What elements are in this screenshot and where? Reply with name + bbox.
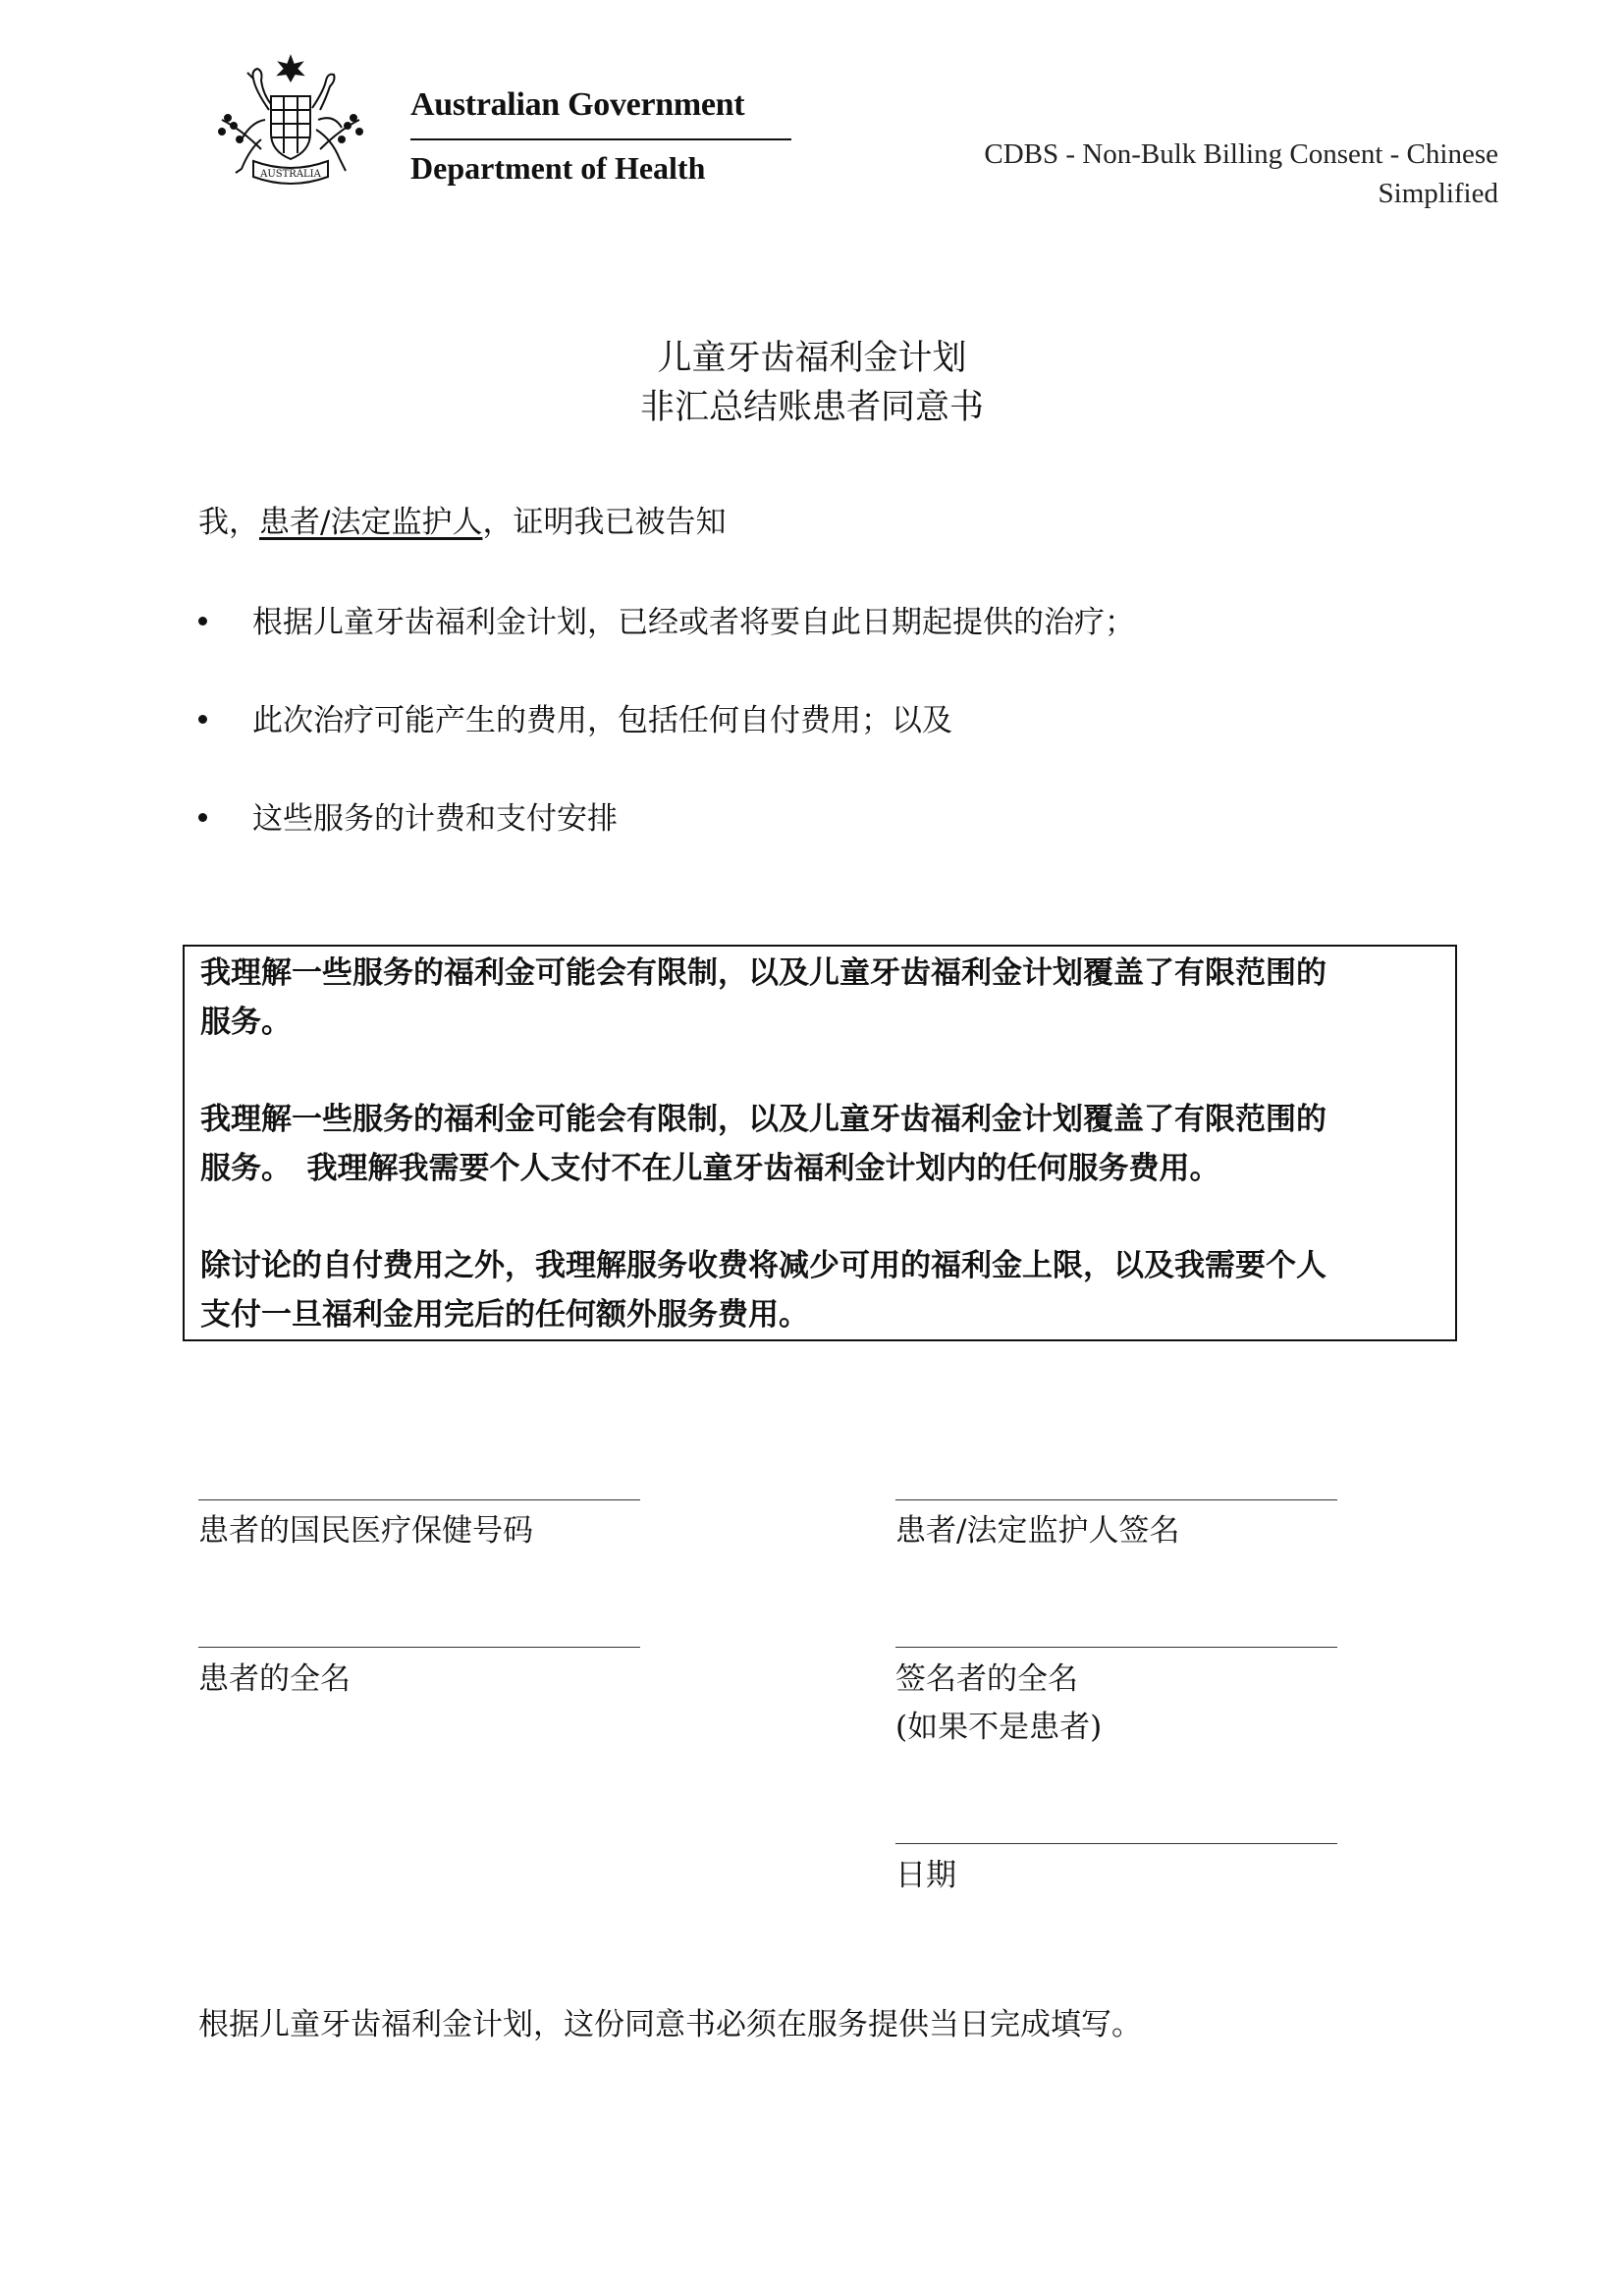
list-item-text: 此次治疗可能产生的费用，包括任何自付费用；以及 bbox=[252, 703, 952, 738]
paragraph-line: 服务。 我理解我需要个人支付不在儿童牙齿福利金计划内的任何服务费用。 bbox=[200, 1151, 1220, 1186]
date-label: 日期 bbox=[895, 1858, 956, 1893]
bullet-icon bbox=[198, 813, 207, 822]
coat-of-arms-icon bbox=[192, 51, 389, 198]
acknowledgement-paragraph-3 bbox=[200, 1241, 1437, 1339]
date-line[interactable] bbox=[895, 1843, 1337, 1844]
title-line-2: 非汇总结账患者同意书 bbox=[639, 388, 984, 427]
list-item-text: 这些服务的计费和支付安排 bbox=[252, 801, 618, 837]
medicare-number-label: 患者的国民医疗保健号码 bbox=[198, 1513, 533, 1549]
list-item bbox=[198, 797, 618, 841]
form-code-line-2: Simplified bbox=[1378, 178, 1498, 209]
crest-scroll-text: AUSTRALIA bbox=[260, 169, 321, 180]
intro-prefix: 我， bbox=[198, 505, 259, 540]
department-name: Department of Health bbox=[410, 150, 706, 186]
paragraph-line: 我理解一些服务的福利金可能会有限制，以及儿童牙齿福利金计划覆盖了有限范围的 bbox=[200, 955, 1326, 991]
page-title bbox=[0, 334, 1624, 432]
footer-note: 根据儿童牙齿福利金计划，这份同意书必须在服务提供当日完成填写。 bbox=[198, 2007, 1142, 2042]
bullet-icon bbox=[198, 617, 207, 626]
intro-role: 患者/法定监护人 bbox=[259, 505, 483, 540]
patient-full-name-label: 患者的全名 bbox=[198, 1661, 351, 1697]
list-item-text: 根据儿童牙齿福利金计划，已经或者将要自此日期起提供的治疗； bbox=[252, 605, 1135, 640]
acknowledgement-paragraph-2 bbox=[200, 1095, 1437, 1193]
acknowledgement-box bbox=[183, 945, 1457, 1341]
list-item bbox=[198, 601, 1135, 644]
header-divider bbox=[410, 138, 791, 140]
coat-of-arms-logo bbox=[192, 51, 389, 198]
list-item bbox=[198, 699, 952, 742]
paragraph-line: 支付一旦福利金用完后的任何额外服务费用。 bbox=[200, 1297, 809, 1333]
bullet-icon bbox=[198, 715, 207, 724]
government-name: Australian Government bbox=[410, 86, 745, 123]
title-line-1: 儿童牙齿福利金计划 bbox=[657, 339, 967, 378]
signer-full-name-label: 签名者的全名 bbox=[895, 1661, 1078, 1697]
form-code-line-1: CDBS - Non-Bulk Billing Consent - Chinese bbox=[984, 138, 1498, 170]
paragraph-line: 除讨论的自付费用之外，我理解服务收费将减少可用的福利金上限，以及我需要个人 bbox=[200, 1248, 1326, 1283]
signer-full-name-line[interactable] bbox=[895, 1647, 1337, 1648]
form-code bbox=[870, 135, 1498, 213]
intro-suffix: ，证明我已被告知 bbox=[482, 505, 727, 540]
intro-statement bbox=[198, 501, 726, 544]
patient-signature-label: 患者/法定监护人签名 bbox=[895, 1513, 1180, 1549]
patient-full-name-line[interactable] bbox=[198, 1647, 640, 1648]
paragraph-line: 我理解一些服务的福利金可能会有限制，以及儿童牙齿福利金计划覆盖了有限范围的 bbox=[200, 1102, 1326, 1137]
paragraph-line: 服务。 bbox=[200, 1005, 292, 1040]
patient-signature-line[interactable] bbox=[895, 1499, 1337, 1500]
signer-note: (如果不是患者) bbox=[895, 1710, 1103, 1745]
medicare-number-line[interactable] bbox=[198, 1499, 640, 1500]
acknowledgement-paragraph-1 bbox=[200, 949, 1437, 1047]
